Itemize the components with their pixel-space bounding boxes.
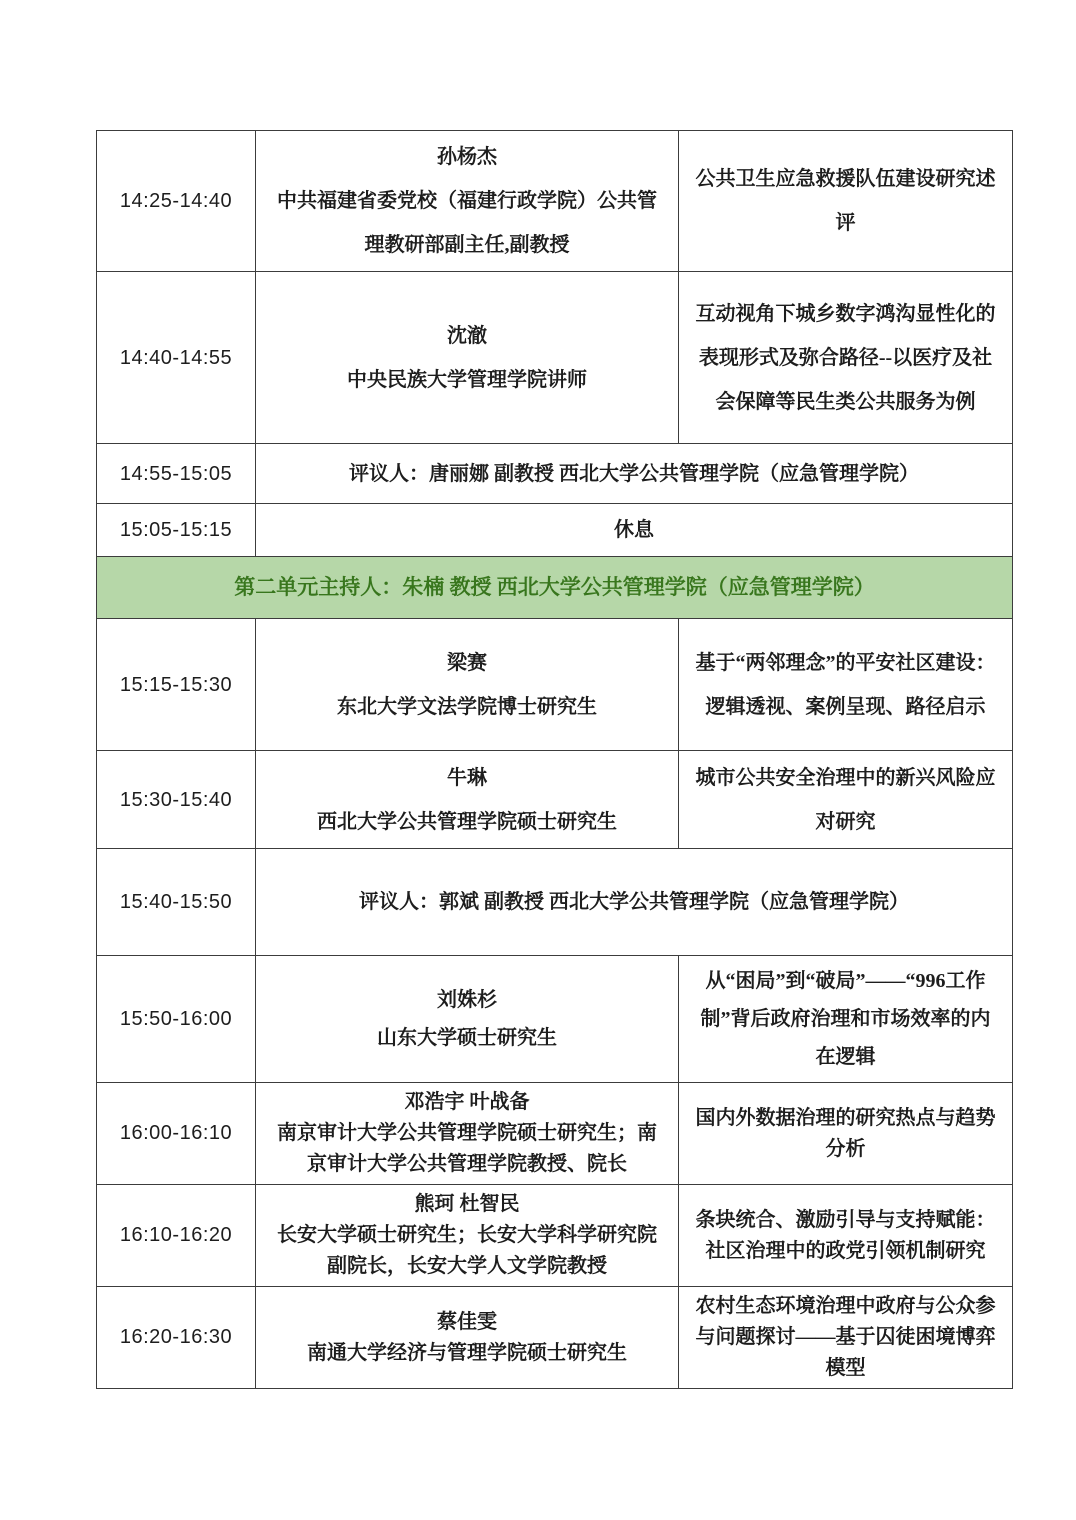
speaker-cell <box>256 751 679 849</box>
speaker-cell <box>256 1083 679 1185</box>
speaker-cell <box>256 1287 679 1389</box>
schedule-row <box>97 751 1013 849</box>
time-slot: 16:20-16:30 <box>97 1287 256 1389</box>
schedule-row <box>97 444 1013 504</box>
session-host-cell: 第二单元主持人：朱楠 教授 西北大学公共管理学院（应急管理学院） <box>97 557 1013 619</box>
schedule-row <box>97 272 1013 444</box>
time-slot: 15:40-15:50 <box>97 849 256 956</box>
schedule-row <box>97 1185 1013 1287</box>
speaker-name: 梁赛 <box>447 651 487 674</box>
speaker-cell <box>256 1185 679 1287</box>
conference-schedule-table <box>96 130 1013 1389</box>
presentation-title: 农村生态环境治理中政府与公众参与问题探讨——基于囚徒困境博弈模型 <box>679 1287 1013 1389</box>
break-cell: 休息 <box>256 504 1013 557</box>
speaker-name: 蔡佳雯 <box>437 1310 497 1333</box>
speaker-name: 刘姝杉 <box>437 989 497 1011</box>
schedule-table-body <box>97 131 1013 1389</box>
time-slot: 15:05-15:15 <box>97 504 256 557</box>
discussant-cell: 评议人：郭斌 副教授 西北大学公共管理学院（应急管理学院） <box>256 849 1013 956</box>
time-slot: 15:15-15:30 <box>97 619 256 751</box>
discussant-cell: 评议人：唐丽娜 副教授 西北大学公共管理学院（应急管理学院） <box>256 444 1013 504</box>
time-slot: 14:40-14:55 <box>97 272 256 444</box>
schedule-row <box>97 131 1013 272</box>
presentation-title: 城市公共安全治理中的新兴风险应对研究 <box>679 751 1013 849</box>
presentation-title: 互动视角下城乡数字鸿沟显性化的表现形式及弥合路径--以医疗及社会保障等民生类公共服务为例 <box>679 272 1013 444</box>
speaker-cell <box>256 131 679 272</box>
speaker-name: 沈澈 <box>447 324 487 347</box>
speaker-affiliation: 山东大学硕士研究生 <box>377 1027 557 1049</box>
time-slot: 16:00-16:10 <box>97 1083 256 1185</box>
speaker-cell <box>256 619 679 751</box>
speaker-name: 孙杨杰 <box>437 146 497 168</box>
time-slot: 14:55-15:05 <box>97 444 256 504</box>
speaker-affiliation: 中共福建省委党校（福建行政学院）公共管理教研部副主任,副教授 <box>277 190 657 256</box>
speaker-affiliation: 南通大学经济与管理学院硕士研究生 <box>307 1341 627 1364</box>
speaker-affiliation: 南京审计大学公共管理学院硕士研究生；南京审计大学公共管理学院教授、院长 <box>277 1122 657 1175</box>
time-slot: 15:50-16:00 <box>97 956 256 1083</box>
speaker-affiliation: 中央民族大学管理学院讲师 <box>347 368 587 391</box>
time-slot: 15:30-15:40 <box>97 751 256 849</box>
presentation-title: 国内外数据治理的研究热点与趋势分析 <box>679 1083 1013 1185</box>
speaker-name: 邓浩宇 叶战备 <box>404 1091 530 1113</box>
schedule-row <box>97 1083 1013 1185</box>
speaker-cell <box>256 956 679 1083</box>
presentation-title: 基于“两邻理念”的平安社区建设：逻辑透视、案例呈现、路径启示 <box>679 619 1013 751</box>
speaker-name: 牛琳 <box>447 766 487 789</box>
schedule-row <box>97 1287 1013 1389</box>
presentation-title: 从“困局”到“破局”——“996工作制”背后政府治理和市场效率的内在逻辑 <box>679 956 1013 1083</box>
speaker-name: 熊珂 杜智民 <box>414 1193 520 1215</box>
speaker-cell <box>256 272 679 444</box>
session-host-row <box>97 557 1013 619</box>
time-slot: 16:10-16:20 <box>97 1185 256 1287</box>
presentation-title: 公共卫生应急救援队伍建设研究述评 <box>679 131 1013 272</box>
speaker-affiliation: 东北大学文法学院博士研究生 <box>337 695 597 718</box>
schedule-row <box>97 849 1013 956</box>
schedule-row <box>97 956 1013 1083</box>
presentation-title: 条块统合、激励引导与支持赋能：社区治理中的政党引领机制研究 <box>679 1185 1013 1287</box>
schedule-row <box>97 504 1013 557</box>
speaker-affiliation: 长安大学硕士研究生；长安大学科学研究院副院长，长安大学人文学院教授 <box>277 1224 657 1277</box>
time-slot: 14:25-14:40 <box>97 131 256 272</box>
speaker-affiliation: 西北大学公共管理学院硕士研究生 <box>317 810 617 833</box>
schedule-row <box>97 619 1013 751</box>
